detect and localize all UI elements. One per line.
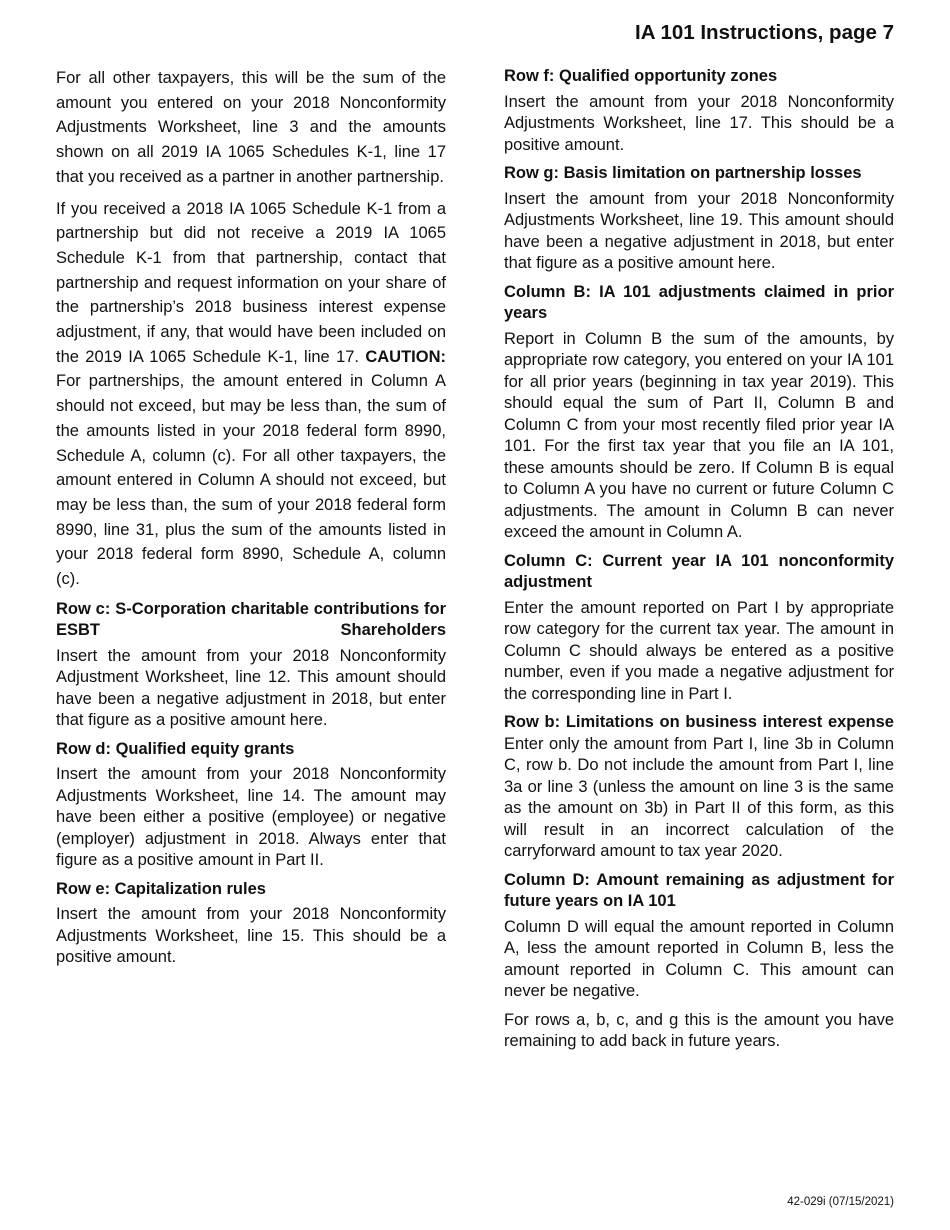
paragraph-row-b [504, 712, 894, 863]
paragraph-row-d: Insert the amount from your 2018 Nonconformity Adjustments Worksheet, line 14. The amount may have been either a positive (employee) or negative (employer) adjustment in 2018. Always enter that figure as a positive amount in Part II. [56, 765, 446, 870]
form-code: 42-029i (07/15/2021) [787, 1196, 894, 1208]
paragraph-k1-text: If you received a 2018 IA 1065 Schedule K-1 from a partnership but did not receive a 2019 IA 1065 Schedule K-1 from that partnership, contact that partnership and request information on your share of the partnership’s 2018 business interest expense adjustment, if any, that would have been included on the 2019 IA 1065 Schedule K-1, line 17. [56, 199, 446, 366]
heading-column-c: Column C: Current year IA 101 nonconformity adjustment [504, 551, 894, 591]
heading-row-d: Row d: Qualified equity grants [56, 739, 295, 758]
paragraph-row-b-text: Enter only the amount from Part I, line 3b in Column C, row b. Do not include the amount from Part I, line 3a or line 3 (unless the amount on line 3 is the same as the amount on 3b) in Part II of this form, as this will result in an incorrect calculation of the carryforward amount to tax year 2020. [504, 734, 894, 860]
caution-label: CAUTION: [365, 347, 446, 366]
page-title: IA 101 Instructions, page 7 [635, 21, 894, 44]
paragraph-row-c: Insert the amount from your 2018 Nonconformity Adjustment Worksheet, line 12. This amount should have been a negative adjustment in 2018, but enter that figure as a positive amount here. [56, 646, 446, 730]
paragraph-future-years: For rows a, b, c, and g this is the amount you have remaining to add back in future years. [504, 1010, 894, 1050]
heading-row-c: Row c: S-Corporation charitable contributions for ESBT Shareholders [56, 599, 446, 640]
caution-text: For partnerships, the amount entered in Column A should not exceed, but may be less than, the sum of the amounts listed in your 2018 federal form 8990, Schedule A, column (c). For all other taxpayers, the amount entered in Column A should not exceed, but may be less than, the sum of your 2018 federal form 8990, line 31, plus the sum of the amounts listed in your 2018 federal form 8990, Schedule A, column (c). [56, 372, 446, 589]
paragraph-row-e: Insert the amount from your 2018 Nonconformity Adjustments Worksheet, line 15. This should be a positive amount. [56, 905, 446, 967]
heading-row-b: Row b: Limitations on business interest expense [504, 713, 894, 731]
heading-row-g: Row g: Basis limitation on partnership losses [504, 164, 862, 182]
paragraph-column-d: Column D will equal the amount reported in Column A, less the amount reported in Column B, less the amount reported in Column C. This amount can never be negative. [504, 917, 894, 1000]
left-column [56, 66, 446, 976]
paragraph-row-f: Insert the amount from your 2018 Nonconformity Adjustments Worksheet, line 17. This should be a positive amount. [504, 92, 894, 154]
heading-column-b: Column B: IA 101 adjustments claimed in prior years [504, 282, 894, 322]
heading-column-d: Column D: Amount remaining as adjustment for future years on IA 101 [504, 870, 894, 910]
heading-row-e: Row e: Capitalization rules [56, 879, 266, 898]
heading-row-f: Row f: Qualified opportunity zones [504, 67, 778, 85]
paragraph-column-b: Report in Column B the sum of the amounts, by appropriate row category, you entered on your IA 101 for all prior years (beginning in tax year 2019). This should equal the sum of Part II, Column B and Column C from your most recently filed prior year IA 101. For the first tax year that you file an IA 101, these amounts should be zero. If Column B is equal to Column A you have no current or future Column C adjustments. The amount in Column B can never exceed the amount in Column A. [504, 329, 894, 541]
right-column [504, 66, 894, 1060]
paragraph-row-g: Insert the amount from your 2018 Nonconformity Adjustments Worksheet, line 19. This amount should have been a negative adjustment in 2018, but enter that figure as a positive amount here. [504, 189, 894, 272]
paragraph-k1-partnership [56, 197, 446, 592]
paragraph-column-c: Enter the amount reported on Part I by appropriate row category for the current tax year. The amount in Column C should always be entered as a positive number, even if you made a negative adjustment for the corresponding line in Part I. [504, 598, 894, 703]
paragraph-other-taxpayers: For all other taxpayers, this will be the sum of the amount you entered on your 2018 Nonconformity Adjustments Worksheet, line 3 and the amounts shown on all 2019 IA 1065 Schedules K-1, line 17 that you received as a partner in another partnership. [56, 69, 446, 186]
